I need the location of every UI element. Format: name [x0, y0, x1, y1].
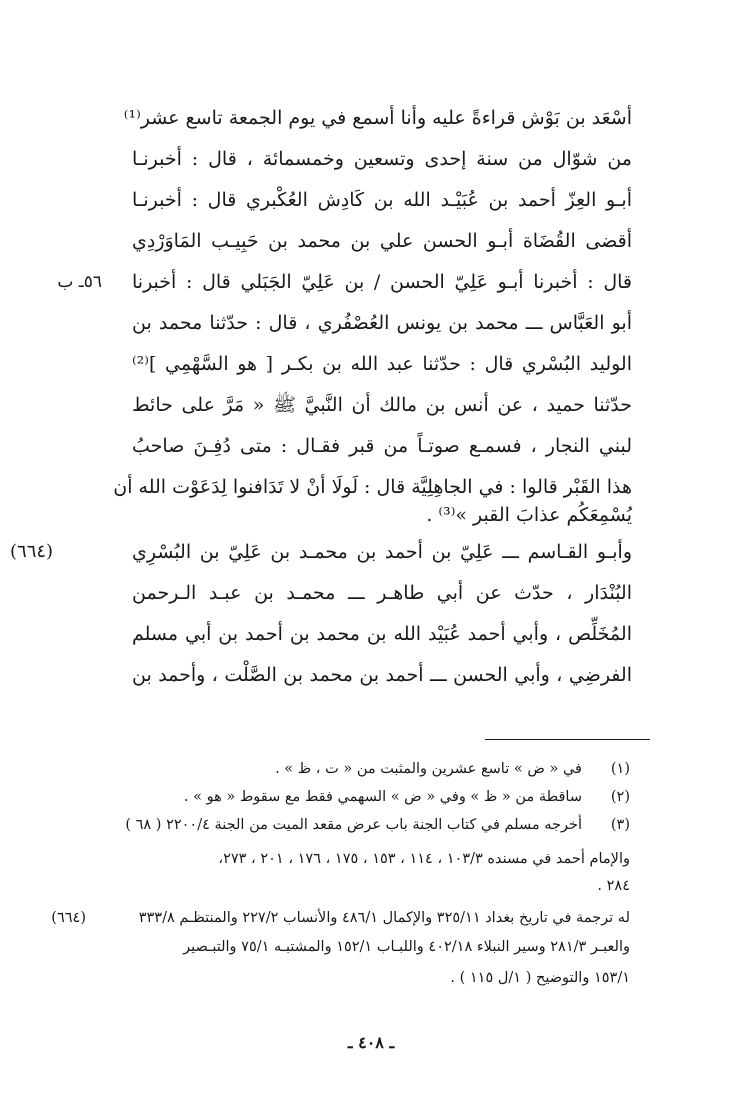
footnote-line: له ترجمة في تاريخ بغداد ٣٢٥/١١ والإكمال ٤٨٦/١ والأنساب ٢٢٧/٢ والمنتظـم ٣٣٣/٨: [138, 910, 630, 926]
footnote-number: (٦٦٤): [51, 910, 86, 926]
footnote-line: ٢٨٤ .: [597, 878, 630, 894]
footnote-number: (٣): [610, 817, 630, 833]
footnote-line: في « ض » تاسع عشرين والمثبت من « ت ، ظ » .: [275, 761, 582, 777]
text-line: قال : أخبرنا أبـو عَلِيّ الحسن / بن عَلِيّ الجَبَلي قال : أخبرنا: [132, 271, 632, 293]
text-line: الوليد البُسْري قال : حدّثنا عبد الله بن بكـر [ هو السَّهْمِي ]⁽²⁾: [132, 353, 632, 375]
footnote-line: أخرجه مسلم في كتاب الجنة باب عرض مقعد الميت من الجنة ٢٢٠٠/٤ ( ٦٨ ): [125, 817, 582, 833]
text-line: الفرضِي ، وأبي الحسن ـــ أحمد بن محمد بن الصَّلْت ، وأحمد بن: [132, 664, 632, 686]
text-line: أقضى القُضَاة أبـو الحسن علي بن محمد بن حَبِيـب المَاوَرْدِي: [132, 230, 632, 252]
footnote-number: (٢): [610, 789, 630, 805]
footnote-number: (١): [610, 761, 630, 777]
footnote-line: ١٥٣/١ والتوضيح ( ١/ل ١١٥ ) .: [450, 970, 630, 986]
footnote-line: والإمام أحمد في مسنده ١٠٣/٣ ، ١١٤ ، ١٥٣ ، ١٧٥ ، ١٧٦ ، ٢٠١ ، ٢٧٣،: [218, 851, 630, 867]
footnote-line: والعبـر ٢٨١/٣ وسير النبلاء ٤٠٢/١٨ واللبـاب ١٥٢/١ والمشتبـه ٧٥/١ والتبـصير: [183, 939, 630, 955]
entry-number: (٦٦٤): [10, 541, 54, 562]
text-line: لبني النجار ، فسمـع صوتـاً من قبر فقـال : متى دُفِـنَ صاحبُ: [132, 435, 632, 457]
text-line: وأبـو القـاسم ـــ عَلِيّ بن أحمد بن محمـد بن عَلِيّ بن البُسْرِي: [132, 541, 633, 563]
text-line: أبـو العِزّ أحمد بن عُبَيْـد الله بن كَادِش العُكْبري قال : أخبرنـا: [132, 189, 632, 211]
footnote-separator: [485, 739, 650, 740]
text-line: المُخَلِّص ، وأبي أحمد عُبَيْد الله بن محمد بن أحمد بن أبي مسلم: [132, 623, 632, 645]
text-line: من شوّال من سنة إحدى وتسعين وخمسمائة ، قال : أخبرنـا: [132, 148, 632, 170]
footnote-line: ساقطة من « ظ » وفي « ض » السهمي فقط مع سقوط « هو » .: [183, 789, 582, 805]
text-line: يُسْمِعَكُم عذابَ القبر »⁽³⁾ .: [426, 504, 632, 526]
page-number: ـ ٤٠٨ ـ: [347, 1033, 395, 1052]
text-line: أسْعَد بن بَوْش قراءةً عليه وأنا أسمع في يوم الجمعة تاسع عشر⁽¹⁾: [123, 107, 632, 129]
text-line: البُنْدَار ، حدّث عن أبي طاهـر ـــ محمـد بن عبـد الـرحمن: [132, 582, 632, 604]
text-line: هذا القَبْر قالوا : في الجاهِلِيَّة قال : لَولَا أنْ لا تَدَافنوا لِدَعَوْت الله أن: [113, 476, 632, 498]
text-line: أبو العَبَّاس ـــ محمد بن يونس العُصْفُري ، قال : حدّثنا محمد بن: [132, 312, 632, 334]
manuscript-folio-note: ٥٦ـ ب: [57, 272, 102, 292]
text-line: حدّثنا حميد ، عن أنس بن مالك أن النَّبيَّ ﷺ « مَرَّ على حائط: [132, 394, 632, 416]
